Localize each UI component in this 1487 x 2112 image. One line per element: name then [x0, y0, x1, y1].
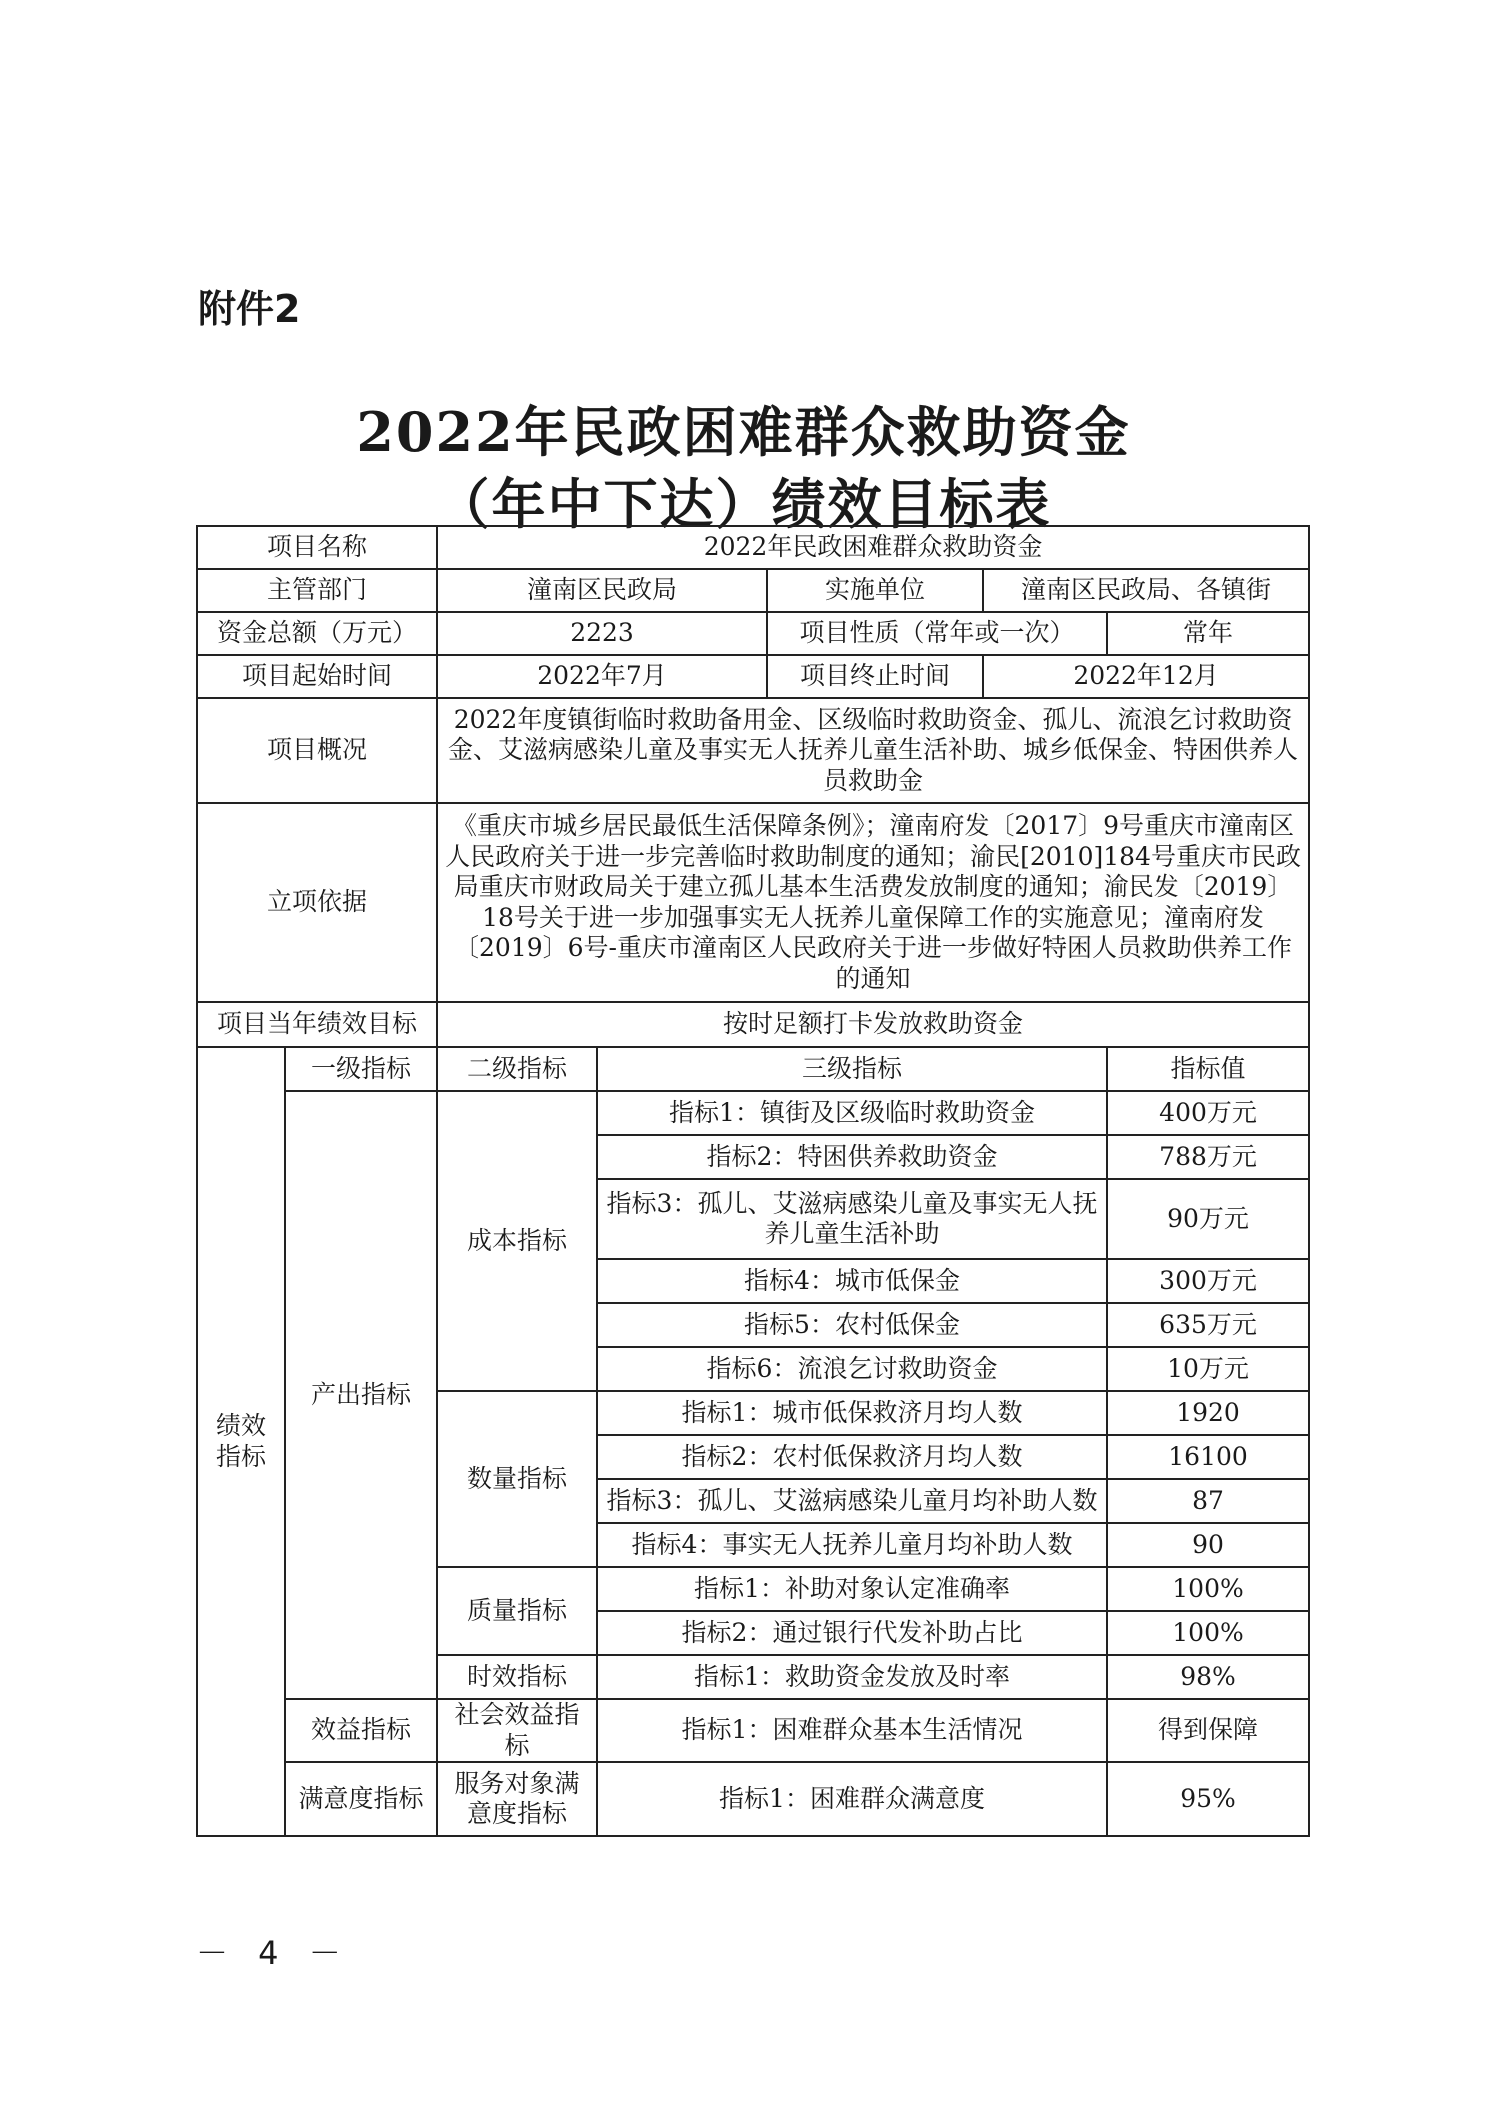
cost-indicator-value: 300万元	[1107, 1259, 1309, 1303]
col-level3-header: 三级指标	[597, 1047, 1107, 1091]
impl-value: 潼南区民政局、各镇街	[983, 569, 1309, 612]
quality-indicator-value: 100%	[1107, 1611, 1309, 1655]
project-name-value: 2022年民政困难群众救助资金	[437, 526, 1309, 569]
table-row	[197, 569, 1309, 612]
dept-label: 主管部门	[197, 569, 437, 612]
table-row	[197, 1002, 1309, 1047]
quantity-indicator-name: 指标2：农村低保救济月均人数	[597, 1435, 1107, 1479]
quantity-indicator-value: 16100	[1107, 1435, 1309, 1479]
basis-text: 《重庆市城乡居民最低生活保障条例》；潼南府发〔2017〕9号重庆市潼南区人民政府关于进一步完善临时救助制度的通知；渝民[2010]184号重庆市民政局重庆市财政局关于建立孤儿基本生活费发放制度的通知；渝民发〔2019〕18号关于进一步加强事实无人抚养儿童保障工作的实施意见；潼南府发〔2019〕6号-重庆市潼南区人民政府关于进一步做好特困人员救助供养工作的通知	[437, 803, 1309, 1002]
cost-indicator-value: 10万元	[1107, 1347, 1309, 1391]
table-row	[197, 655, 1309, 698]
table-row	[197, 1091, 1309, 1135]
cost-indicator-name: 指标6：流浪乞讨救助资金	[597, 1347, 1107, 1391]
col-value-header: 指标值	[1107, 1047, 1309, 1091]
end-label: 项目终止时间	[767, 655, 983, 698]
col-level1-header: 一级指标	[285, 1047, 437, 1091]
quantity-indicator-value: 1920	[1107, 1391, 1309, 1435]
cost-indicator-name: 指标3：孤儿、艾滋病感染儿童及事实无人抚养儿童生活补助	[597, 1179, 1107, 1259]
fund-value: 2223	[437, 612, 767, 655]
quantity-indicator-name: 指标3：孤儿、艾滋病感染儿童月均补助人数	[597, 1479, 1107, 1523]
impl-label: 实施单位	[767, 569, 983, 612]
cost-indicator-name: 指标1：镇街及区级临时救助资金	[597, 1091, 1107, 1135]
col-level2-header: 二级指标	[437, 1047, 597, 1091]
social-indicator-value: 得到保障	[1107, 1699, 1309, 1762]
output-indicator-label: 产出指标	[285, 1091, 437, 1699]
social-indicator-label: 社会效益指标	[437, 1699, 597, 1762]
cost-indicator-value: 788万元	[1107, 1135, 1309, 1179]
goal-text: 按时足额打卡发放救助资金	[437, 1002, 1309, 1047]
table-row	[197, 1762, 1309, 1836]
quantity-indicator-value: 90	[1107, 1523, 1309, 1567]
table-row	[197, 1047, 1309, 1091]
start-label: 项目起始时间	[197, 655, 437, 698]
project-name-label: 项目名称	[197, 526, 437, 569]
cost-indicator-label: 成本指标	[437, 1091, 597, 1391]
time-indicator-name: 指标1：救助资金发放及时率	[597, 1655, 1107, 1699]
overview-label: 项目概况	[197, 698, 437, 803]
nature-label: 项目性质（常年或一次）	[767, 612, 1107, 655]
fund-label: 资金总额（万元）	[197, 612, 437, 655]
table-row	[197, 612, 1309, 655]
quality-indicator-name: 指标1：补助对象认定准确率	[597, 1567, 1107, 1611]
page-number: － 4 －	[196, 1934, 351, 1972]
time-indicator-value: 98%	[1107, 1655, 1309, 1699]
cost-indicator-name: 指标4：城市低保金	[597, 1259, 1107, 1303]
quantity-indicator-name: 指标1：城市低保救济月均人数	[597, 1391, 1107, 1435]
service-indicator-label: 服务对象满意度指标	[437, 1762, 597, 1836]
quality-indicator-label: 质量指标	[437, 1567, 597, 1655]
table-row	[197, 698, 1309, 803]
quantity-indicator-value: 87	[1107, 1479, 1309, 1523]
dept-value: 潼南区民政局	[437, 569, 767, 612]
cost-indicator-value: 400万元	[1107, 1091, 1309, 1135]
nature-value: 常年	[1107, 612, 1309, 655]
start-value: 2022年7月	[437, 655, 767, 698]
quality-indicator-name: 指标2：通过银行代发补助占比	[597, 1611, 1107, 1655]
service-indicator-name: 指标1：困难群众满意度	[597, 1762, 1107, 1836]
cost-indicator-value: 635万元	[1107, 1303, 1309, 1347]
table-row	[197, 803, 1309, 1002]
satisfaction-indicator-label: 满意度指标	[285, 1762, 437, 1836]
quantity-indicator-name: 指标4：事实无人抚养儿童月均补助人数	[597, 1523, 1107, 1567]
attachment-label: 附件2	[198, 287, 301, 331]
quantity-indicator-label: 数量指标	[437, 1391, 597, 1567]
basis-label: 立项依据	[197, 803, 437, 1002]
cost-indicator-value: 90万元	[1107, 1179, 1309, 1259]
end-value: 2022年12月	[983, 655, 1309, 698]
benefit-indicator-label: 效益指标	[285, 1699, 437, 1762]
table-row	[197, 526, 1309, 569]
cost-indicator-name: 指标5：农村低保金	[597, 1303, 1107, 1347]
page-title: 2022年民政困难群众救助资金	[356, 400, 1131, 464]
page-subtitle: （年中下达）绩效目标表	[435, 472, 1052, 536]
service-indicator-value: 95%	[1107, 1762, 1309, 1836]
time-indicator-label: 时效指标	[437, 1655, 597, 1699]
overview-text: 2022年度镇街临时救助备用金、区级临时救助资金、孤儿、流浪乞讨救助资金、艾滋病感染儿童及事实无人抚养儿童生活补助、城乡低保金、特困供养人员救助金	[437, 698, 1309, 803]
indicator-section-label: 绩效指标	[197, 1047, 285, 1836]
table-row	[197, 1699, 1309, 1762]
performance-table	[196, 525, 1310, 1837]
goal-label: 项目当年绩效目标	[197, 1002, 437, 1047]
cost-indicator-name: 指标2：特困供养救助资金	[597, 1135, 1107, 1179]
social-indicator-name: 指标1：困难群众基本生活情况	[597, 1699, 1107, 1762]
quality-indicator-value: 100%	[1107, 1567, 1309, 1611]
